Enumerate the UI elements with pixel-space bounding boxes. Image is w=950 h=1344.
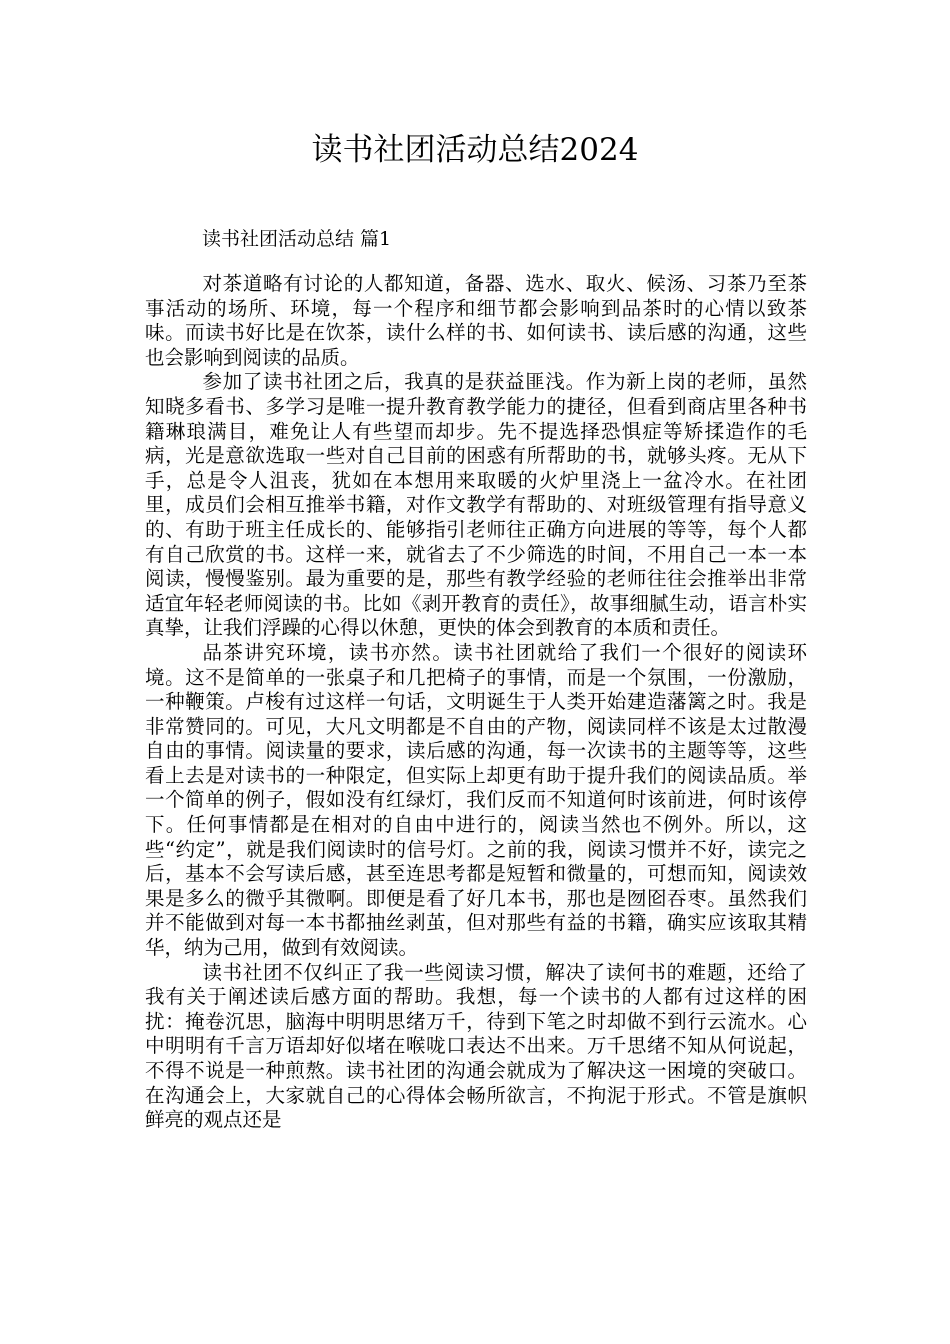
section-heading: 读书社团活动总结 篇1 (202, 228, 392, 250)
body-paragraph: 品茶讲究环境，读书亦然。读书社团就给了我们一个很好的阅读环境。这不是简单的一张桌子和几把椅子的事情，而是一个氛围，一份激励，一种鞭策。卢梭有过这样一句话，文明诞生于人类开始建造藩篱之时。我是非常赞同的。可见，大凡文明都是不自由的产物，阅读同样不该是太过散漫自由的事情。阅读量的要求，读后感的沟通，每一次读书的主题等等，这些看上去是对读书的一种限定，但实际上却更有助于提升我们的阅读品质。举一个简单的例子，假如没有红绿灯，我们反而不知道何时该前进，何时该停下。任何事情都是在相对的自由中进行的，阅读当然也不例外。所以，这些“约定”，就是我们阅读时的信号灯。之前的我，阅读习惯并不好，读完之后，基本不会写读后感，甚至连思考都是短暂和微量的，可想而知，阅读效果是多么的微乎其微啊。即便是看了好几本书，那也是囫囵吞枣。虽然我们并不能做到对每一本书都抽丝剥茧，但对那些有益的书籍，确实应该取其精华，纳为己用，做到有效阅读。 (145, 640, 807, 960)
document-body (145, 272, 807, 1133)
body-paragraph: 读书社团不仅纠正了我一些阅读习惯，解决了读何书的难题，还给了我有关于阐述读后感方面的帮助。我想，每一个读书的人都有过这样的困扰：掩卷沉思，脑海中明明思绪万千，待到下笔之时却做不到行云流水。心中明明有千言万语却好似堵在喉咙口表达不出来。万千思绪不知从何说起，不得不说是一种煎熬。读书社团的沟通会就成为了解决这一困境的突破口。在沟通会上，大家就自己的心得体会畅所欲言，不拘泥于形式。不管是旗帜鲜亮的观点还是 (145, 960, 807, 1132)
body-paragraph: 对茶道略有讨论的人都知道，备器、选水、取火、候汤、习茶乃至茶事活动的场所、环境，每一个程序和细节都会影响到品茶时的心情以致茶味。而读书好比是在饮茶，读什么样的书、如何读书、读后感的沟通，这些也会影响到阅读的品质。 (145, 272, 807, 369)
document-title: 读书社团活动总结2024 (311, 132, 639, 168)
body-paragraph: 参加了读书社团之后，我真的是获益匪浅。作为新上岗的老师，虽然知晓多看书、多学习是唯一提升教育教学能力的捷径，但看到商店里各种书籍琳琅满目，难免让人有些望而却步。先不提选择恐惧症等矫揉造作的毛病，光是意欲选取一些对自己目前的困惑有所帮助的书，就够头疼。无从下手，总是令人沮丧，犹如在本想用来取暖的火炉里浇上一盆冷水。在社团里，成员们会相互推举书籍，对作文教学有帮助的、对班级管理有指导意义的、有助于班主任成长的、能够指引老师往正确方向进展的等等，每个人都有自己欣赏的书。这样一来，就省去了不少筛选的时间，不用自己一本一本阅读，慢慢鉴别。最为重要的是，那些有教学经验的老师往往会推举出非常适宜年轻老师阅读的书。比如《剥开教育的责任》，故事细腻生动，语言朴实真挚，让我们浮躁的心得以休憩，更快的体会到教育的本质和责任。 (145, 370, 807, 640)
